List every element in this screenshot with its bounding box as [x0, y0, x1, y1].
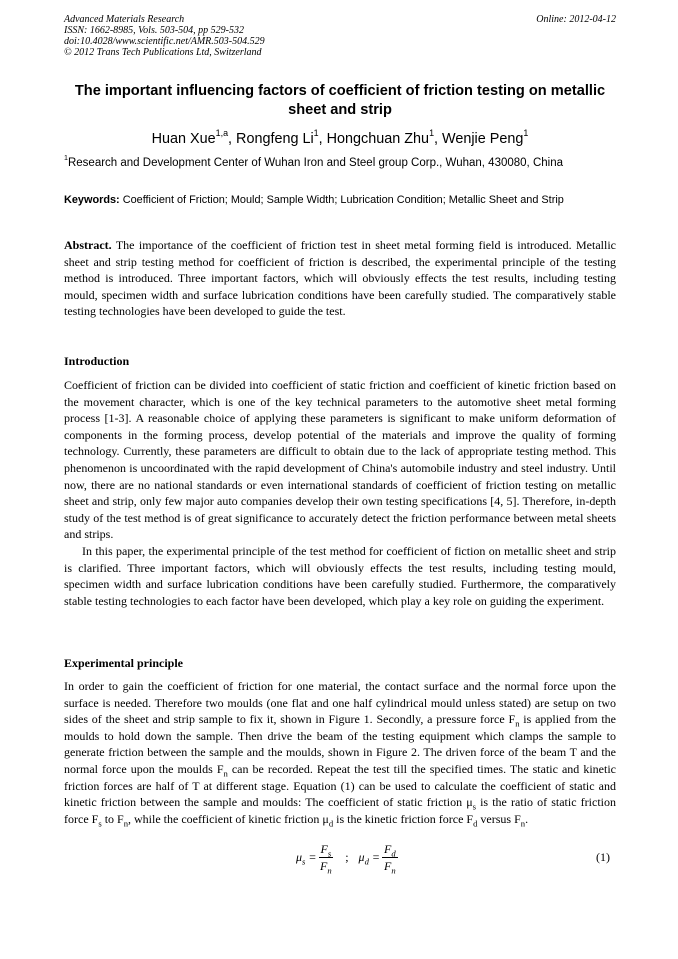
numerator: [382, 841, 398, 858]
text-run: is applied from the moulds to hold down the sample. Then drive the beam of the testing equipment which clamps the sample to generate friction between the sample and the moulds, shown in Figure 2. The driven force of the beam T and the normal force upon the moulds F: [64, 712, 617, 776]
online-date: Online: 2012-04-12: [536, 14, 616, 25]
denominator: [319, 858, 334, 874]
equals-sign: =: [368, 850, 380, 864]
doi-line: doi:10.4028/www.scientific.net/AMR.503-504.529: [64, 36, 265, 47]
experimental-paragraph: [64, 678, 616, 827]
subscript: n: [123, 818, 129, 829]
subscript: d: [473, 818, 478, 829]
affiliation: [64, 156, 616, 171]
text-run: can be recorded. Repeat the test till the specified times. The static and kinetic friction forces are half of T at different stage. Equation (1) can be used to calculate the coefficient of static and kinetic friction between the sample and moulds: The coefficient of static friction μ: [64, 761, 616, 810]
mu-symbol: μ: [358, 850, 365, 864]
equation-separator: ;: [345, 850, 349, 864]
author-name: Wenjie Peng: [442, 131, 524, 147]
text-run: .: [525, 811, 529, 826]
subscript: d: [328, 818, 334, 829]
equation-lhs-kinetic: [359, 850, 380, 865]
introduction-paragraph-2: In this paper, the experimental principle of the test method for coefficient of fiction on metallic sheet and strip is clarified. Three important factors, which will obviously effects the test results, including testing mould, specimen width and surface lubrication conditions have been carefully studied. Furthermore, the comparatively stable testing technologies to each factor have been developed, which play a key role on guiding the experiment.: [64, 543, 616, 608]
issn-line: ISSN: 1662-8985, Vols. 503-504, pp 529-532: [64, 25, 244, 36]
author-separator: ,: [434, 131, 443, 147]
force-symbol: F: [384, 859, 392, 873]
journal-name: Advanced Materials Research: [64, 14, 185, 25]
experimental-heading: Experimental principle: [64, 656, 183, 670]
subscript: n: [520, 818, 526, 829]
denominator: [382, 858, 398, 874]
keywords-block: [64, 194, 616, 208]
author-superscript: 1: [429, 128, 435, 139]
subscript: s: [98, 818, 102, 829]
introduction-body: [64, 377, 616, 609]
affiliation-superscript: 1: [64, 154, 68, 163]
author-superscript: 1,a: [215, 128, 229, 139]
fraction-kinetic: [382, 841, 398, 874]
keywords-text: Coefficient of Friction; Mould; Sample Width; Lubrication Condition; Metallic Sheet and Strip: [119, 194, 564, 206]
subscript: s: [302, 856, 306, 867]
subscript: d: [364, 856, 369, 867]
subscript: n: [515, 718, 520, 729]
introduction-paragraph-1: Coefficient of friction can be divided into coefficient of static friction and coefficient of kinetic friction based on the movement character, which is one of the key technical parameters to the automotive sheet metal forming process [1-3]. A reasonable choice of applying these parameters is significant to make uniform deformation of components in the forming process, develop potential of the materials and improve the quality of forming technology. Currently, these parameters are difficult to obtain due to the lack of appropriate testing method. This phenomenon is uncoordinated with the rapid development of China's automobile industry and steel industry. Until now, there are no national standards or even international standards of coefficient of friction testing on metallic sheet and strip, only few major auto companies develop their own testing specifications [4, 5]. Therefore, in-depth study of the test method is of great significance to accurately detect the friction performance between metal sheets and strips.: [64, 378, 616, 542]
journal-header: [64, 14, 616, 58]
copyright-line: © 2012 Trans Tech Publications Ltd, Switzerland: [64, 47, 262, 58]
fraction-static: [319, 841, 334, 874]
paper-title: The important influencing factors of coefficient of friction testing on metallic sheet and strip: [74, 83, 606, 118]
subscript: n: [223, 768, 228, 779]
mu-symbol: μ: [296, 850, 303, 864]
author-name: Rongfeng Li: [236, 131, 314, 147]
numerator: [319, 841, 334, 858]
author-name: Huan Xue: [151, 131, 216, 147]
equation-number: (1): [596, 850, 610, 864]
abstract-label: Abstract.: [64, 238, 112, 252]
subscript: d: [391, 848, 396, 859]
affiliation-text: Research and Development Center of Wuhan Iron and Steel group Corp., Wuhan, 430080, China: [67, 157, 563, 169]
text-run: is the ratio of static friction force F: [64, 795, 616, 826]
text-run: In order to gain the coefficient of friction for one material, the contact surface and the normal force upon the surface is needed. Therefore two moulds (one flat and one half cylindrical mould unless stated) are setup on two sides of the sheet and strip sample to fix it, shown in Figure 1. Secondly, a pressure force F: [64, 679, 616, 727]
experimental-body: [64, 678, 616, 827]
abstract-block: [64, 237, 616, 320]
force-symbol: F: [320, 842, 328, 856]
text-run: versus F: [477, 811, 521, 826]
text-run: is the kinetic friction force F: [333, 811, 474, 826]
subscript: s: [472, 801, 476, 812]
author-separator: ,: [228, 131, 237, 147]
subscript: n: [391, 865, 396, 876]
text-run: to F: [101, 811, 124, 826]
keywords-label: Keywords:: [64, 194, 120, 206]
introduction-heading: Introduction: [64, 354, 130, 368]
subscript: s: [327, 848, 332, 859]
author-name: Hongchuan Zhu: [326, 131, 430, 147]
equation-lhs-static: [296, 850, 317, 865]
equals-sign: =: [305, 850, 317, 864]
force-symbol: F: [384, 842, 392, 856]
subscript: n: [327, 865, 332, 876]
force-symbol: F: [320, 859, 328, 873]
author-superscript: 1: [523, 128, 529, 139]
author-separator: ,: [318, 131, 327, 147]
author-superscript: 1: [313, 128, 319, 139]
author-list: [64, 130, 616, 148]
text-run: , while the coefficient of kinetic friction μ: [128, 811, 329, 826]
equation-1: [296, 841, 400, 874]
abstract-text: The importance of the coefficient of friction test in sheet metal forming field is introduced. Metallic sheet and strip testing method for coefficient of friction is described, the experimental principle of the testing method is introduced. Three important factors, which will obviously effects the test results, including testing mould, specimen width and surface lubrication conditions have been carefully studied. The comparatively stable testing technologies have been developed to guide the test.: [64, 238, 616, 319]
